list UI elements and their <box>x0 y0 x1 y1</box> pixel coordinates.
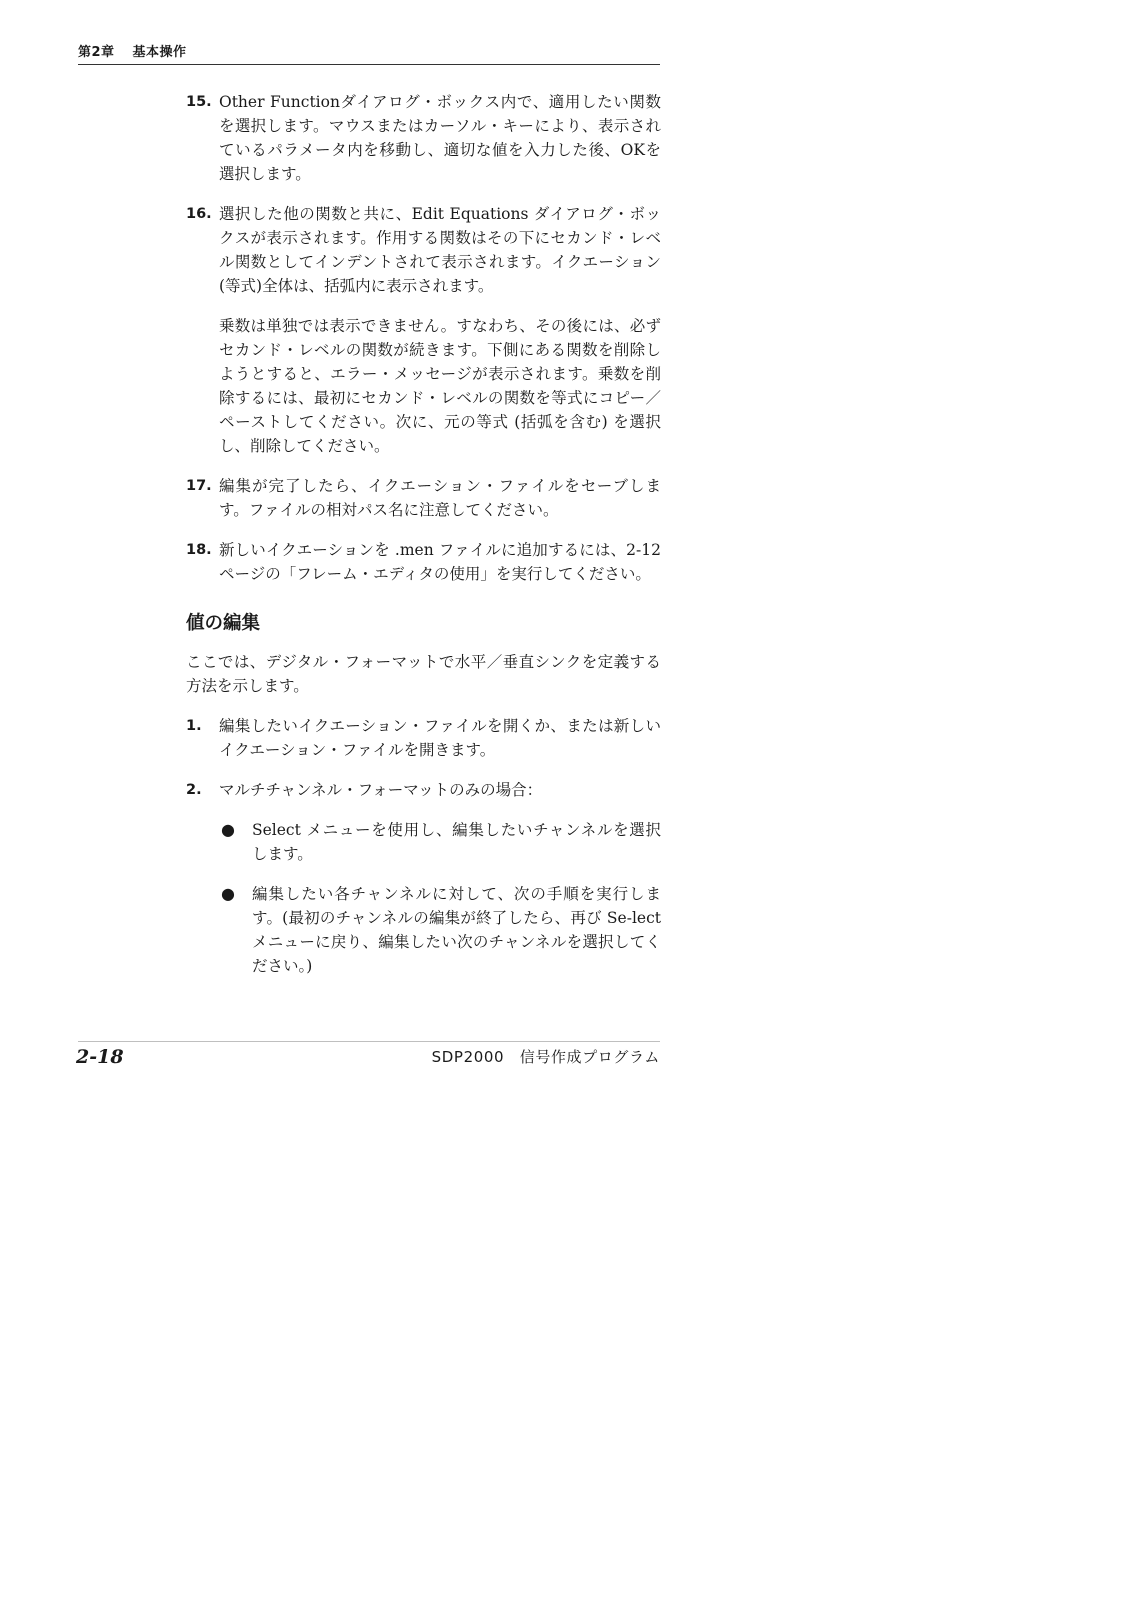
step-number: 2. <box>186 782 202 798</box>
section-heading: 値の編集 <box>186 613 261 634</box>
running-header <box>78 44 660 65</box>
bullet-icon: ● <box>221 884 235 903</box>
section-intro: ここでは、デジタル・フォーマットで水平／垂直シンクを定義する方法を示します。 <box>186 653 661 695</box>
step-number: 15. <box>186 94 212 110</box>
step-number: 1. <box>186 718 202 734</box>
page-number: 2-18 <box>76 1046 124 1068</box>
note-paragraph: 乗数は単独では表示できません。すなわち、その後には、必ずセカンド・レベルの関数が続きます。下側にある関数を削除しようとすると、エラー・メッセージが表示されます。乗数を削除するには、最初にセカンド・レベルの関数を等式にコピー／ペーストしてください。次に、元の等式 (括弧を含む) を選択し、削除してください。 <box>219 317 661 455</box>
bullet-text: Select メニューを使用し、編集したいチャンネルを選択します。 <box>252 821 661 863</box>
step-text: 選択した他の関数と共に、Edit Equations ダイアログ・ボックスが表示されます。作用する関数はその下にセカンド・レベル関数としてインデントされて表示されます。イクエーション(等式)全体は、括弧内に表示されます。 <box>219 205 661 295</box>
bullet-icon: ● <box>221 820 235 839</box>
step-18 <box>186 538 661 586</box>
step-number: 17. <box>186 478 212 494</box>
step-15 <box>186 90 661 186</box>
step-text: 編集が完了したら、イクエーション・ファイルをセーブします。ファイルの相対パス名に注意してください。 <box>219 477 661 519</box>
step-text: マルチチャンネル・フォーマットのみの場合： <box>219 781 543 799</box>
chapter-title: 基本操作 <box>132 45 187 60</box>
bullet-item <box>186 818 661 866</box>
step-number: 18. <box>186 542 212 558</box>
step-16 <box>186 202 661 298</box>
page-content <box>186 90 661 994</box>
step-17 <box>186 474 661 522</box>
bullet-text: 編集したい各チャンネルに対して、次の手順を実行します。(最初のチャンネルの編集が終了したら、再び Se-lect メニューに戻り、編集したい次のチャンネルを選択してください。) <box>252 885 661 975</box>
step-text: 編集したいイクエーション・ファイルを開くか、または新しいイクエーション・ファイルを開きます。 <box>219 717 661 759</box>
step-1 <box>186 714 661 762</box>
step-text: Other Functionダイアログ・ボックス内で、適用したい関数を選択します。マウスまたはカーソル・キーにより、表示されているパラメータ内を移動し、適切な値を入力した後、OKを選択します。 <box>219 93 661 183</box>
product-title: SDP2000 信号作成プログラム <box>431 1048 660 1066</box>
footer-divider <box>78 1041 660 1042</box>
step-2 <box>186 778 661 802</box>
step-number: 16. <box>186 206 212 222</box>
bullet-item <box>186 882 661 978</box>
step-text: 新しいイクエーションを .men ファイルに追加するには、2-12 ページの「フレーム・エディタの使用」を実行してください。 <box>219 541 661 583</box>
chapter-number: 第2章 <box>78 45 115 60</box>
